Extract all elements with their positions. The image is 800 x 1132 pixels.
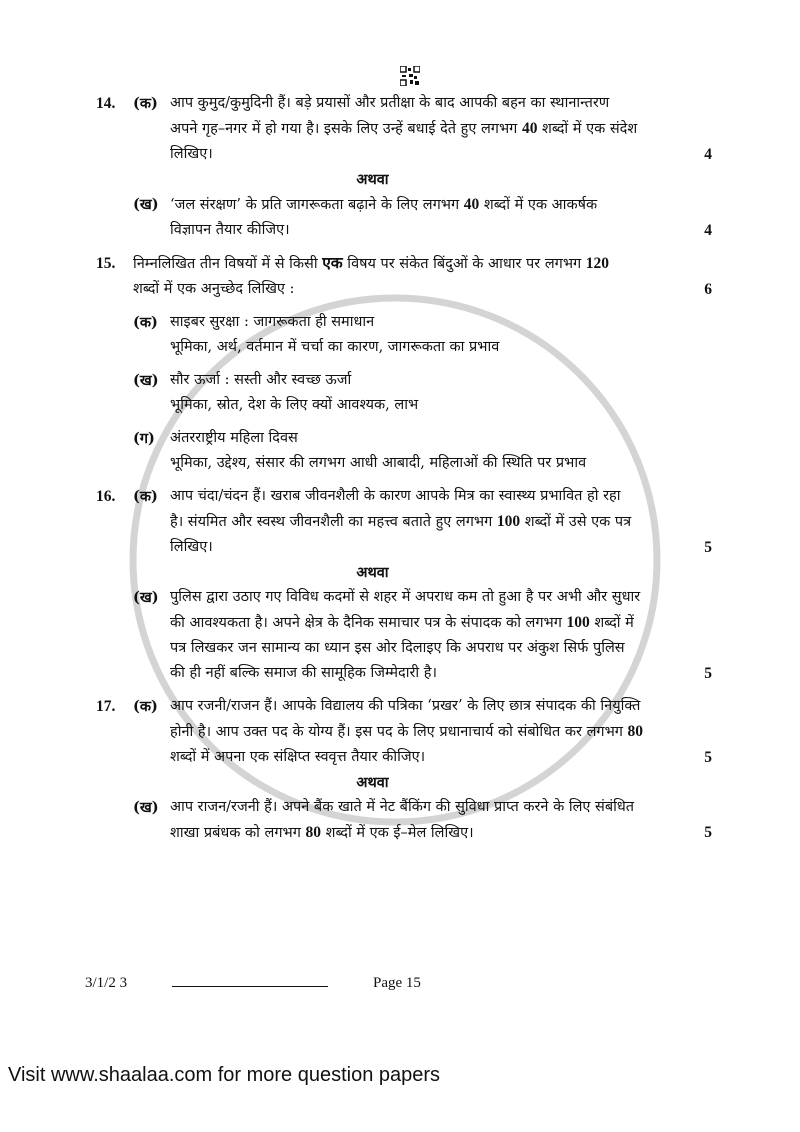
question-text: शब्दों में अपना एक संक्षिप्त स्ववृत्त तैयार कीजिए। — [170, 749, 426, 765]
question-text: आप चंदा/चंदन हैं। खराब जीवनशैली के कारण आपके मित्र का स्वास्थ्य प्रभावित हो रहा — [170, 488, 621, 504]
question-part — [0, 192, 712, 243]
marks: 5 — [704, 539, 712, 556]
question-text: आप कुमुद/कुमुदिनी हैं। बड़े प्रयासों और प्रतीक्षा के बाद आपकी बहन का स्थानान्तरण — [170, 95, 610, 111]
question-text: की ही नहीं बल्कि समाज की सामूहिक जिम्मेदारी है। — [170, 665, 437, 681]
question-text: अंतरराष्ट्रीय महिला दिवस — [170, 430, 298, 446]
option-label: (ख) — [133, 589, 159, 606]
question-text: सौर ऊर्जा : सस्ती और स्वच्छ ऊर्जा — [170, 372, 352, 388]
emphasis: 100 — [496, 513, 521, 530]
or-label: अथवा — [356, 564, 389, 581]
paper-code: 3/1/2 3 — [85, 975, 128, 991]
text-line — [0, 795, 712, 820]
text-line — [0, 694, 712, 719]
text-line — [0, 218, 712, 243]
text-line — [0, 585, 712, 610]
question-part — [0, 484, 712, 560]
question-text: विज्ञापन तैयार कीजिए। — [170, 222, 290, 238]
text-line — [0, 277, 712, 302]
question-text: होनी है। आप उक्त पद के योग्य हैं। इस पद के लिए प्रधानाचार्य को संबोधित कर लगभग 80 — [170, 723, 644, 740]
text-line — [0, 192, 712, 218]
question-text: अपने गृह–नगर में हो गया है। इसके लिए उन्हें बधाई देते हुए लगभग 40 शब्दों में एक संदेश — [170, 120, 638, 137]
question-text: निम्नलिखित तीन विषयों में से किसी एक विषय पर संकेत बिंदुओं के आधार पर लगभग 120 — [133, 255, 610, 272]
marks: 4 — [704, 146, 712, 163]
emphasis: 120 — [585, 255, 610, 272]
text-line — [0, 661, 712, 686]
text-line — [0, 820, 712, 846]
question-text: भूमिका, अर्थ, वर्तमान में चर्चा का कारण, जागरूकता का प्रभाव — [170, 339, 500, 355]
question — [0, 484, 712, 686]
marks: 5 — [704, 749, 712, 766]
text-line — [0, 335, 712, 360]
option-label: (क) — [133, 314, 158, 331]
text-line — [0, 426, 712, 451]
emphasis: 40 — [463, 196, 480, 213]
marks: 4 — [704, 222, 712, 239]
question-text: साइबर सुरक्षा : जागरूकता ही समाधान — [170, 314, 375, 330]
question-number: 17. — [96, 698, 116, 715]
question-text: पत्र लिखकर जन सामान्य का ध्यान इस ओर दिलाइए कि अपराध पर अंकुश सिर्फ पुलिस — [170, 640, 625, 656]
question-part — [0, 694, 712, 770]
option-label: (ख) — [133, 372, 159, 389]
question-part — [0, 91, 712, 167]
text-line — [0, 251, 712, 277]
question — [0, 251, 712, 476]
question-part — [0, 368, 712, 418]
text-line — [0, 142, 712, 167]
text-line — [0, 368, 712, 393]
question-text: भूमिका, स्रोत, देश के लिए क्यों आवश्यक, लाभ — [170, 397, 419, 413]
question — [0, 694, 712, 846]
question-content — [0, 91, 712, 846]
or-label: अथवा — [356, 774, 389, 791]
emphasis: एक — [322, 255, 343, 272]
marks: 5 — [704, 665, 712, 682]
page-number: Page 15 — [373, 975, 421, 991]
question-text: की आवश्यकता है। अपने क्षेत्र के दैनिक समाचार पत्र के संपादक को लगभग 100 शब्दों में — [170, 614, 634, 631]
emphasis: 80 — [627, 723, 644, 740]
question-text: शाखा प्रबंधक को लगभग 80 शब्दों में एक ई–मेल लिखिए। — [170, 824, 474, 841]
question-number: 16. — [96, 488, 116, 505]
question-part — [0, 426, 712, 476]
option-label: (क) — [133, 698, 158, 715]
option-label: (ख) — [133, 799, 159, 816]
question-text: पुलिस द्वारा उठाए गए विविध कदमों से शहर में अपराध कम तो हुआ है पर अभी और सुधार — [170, 589, 641, 605]
or-separator — [0, 560, 712, 585]
or-label: अथवा — [356, 171, 389, 188]
marks: 6 — [704, 281, 712, 298]
qr-code-icon — [400, 66, 420, 86]
text-line — [0, 484, 712, 509]
text-line — [0, 535, 712, 560]
visit-banner: Visit www.shaalaa.com for more question papers — [8, 1064, 441, 1086]
emphasis: 100 — [566, 614, 590, 631]
text-line — [0, 719, 712, 745]
text-line — [0, 636, 712, 661]
question-text: ‘जल संरक्षण’ के प्रति जागरूकता बढ़ाने के लिए लगभग 40 शब्दों में एक आकर्षक — [170, 196, 598, 213]
marks: 5 — [704, 824, 712, 841]
text-line — [0, 451, 712, 476]
question — [0, 91, 712, 243]
question-number: 15. — [96, 255, 116, 272]
or-separator — [0, 770, 712, 795]
question-text: शब्दों में एक अनुच्छेद लिखिए : — [133, 281, 295, 297]
emphasis: 40 — [521, 120, 538, 137]
text-line — [0, 393, 712, 418]
footer-divider — [172, 986, 328, 987]
option-label: (ख) — [133, 196, 159, 213]
text-line — [0, 310, 712, 335]
text-line — [0, 610, 712, 636]
question-text: लिखिए। — [170, 146, 213, 162]
question-part — [0, 795, 712, 846]
question-part — [0, 251, 712, 302]
question-part — [0, 310, 712, 360]
question-text: है। संयमित और स्वस्थ जीवनशैली का महत्त्व बताते हुए लगभग 100 शब्दों में उसे एक पत्र — [170, 513, 632, 530]
question-text: आप राजन/रजनी हैं। अपने बैंक खाते में नेट बैंकिंग की सुविधा प्राप्त करने के लिए संबंधित — [170, 799, 635, 815]
emphasis: 80 — [305, 824, 321, 841]
question-text: भूमिका, उद्देश्य, संसार की लगभग आधी आबादी, महिलाओं की स्थिति पर प्रभाव — [170, 455, 587, 471]
text-line — [0, 745, 712, 770]
text-line — [0, 91, 712, 116]
option-label: (क) — [133, 95, 158, 112]
question-text: लिखिए। — [170, 539, 213, 555]
text-line — [0, 509, 712, 535]
or-separator — [0, 167, 712, 192]
text-line — [0, 116, 712, 142]
question-text: आप रजनी/राजन हैं। आपके विद्यालय की पत्रिका ‘प्रखर’ के लिए छात्र संपादक की नियुक्ति — [170, 698, 641, 714]
question-part — [0, 585, 712, 686]
option-label: (ग) — [133, 430, 155, 447]
option-label: (क) — [133, 488, 158, 505]
question-number: 14. — [96, 95, 116, 112]
